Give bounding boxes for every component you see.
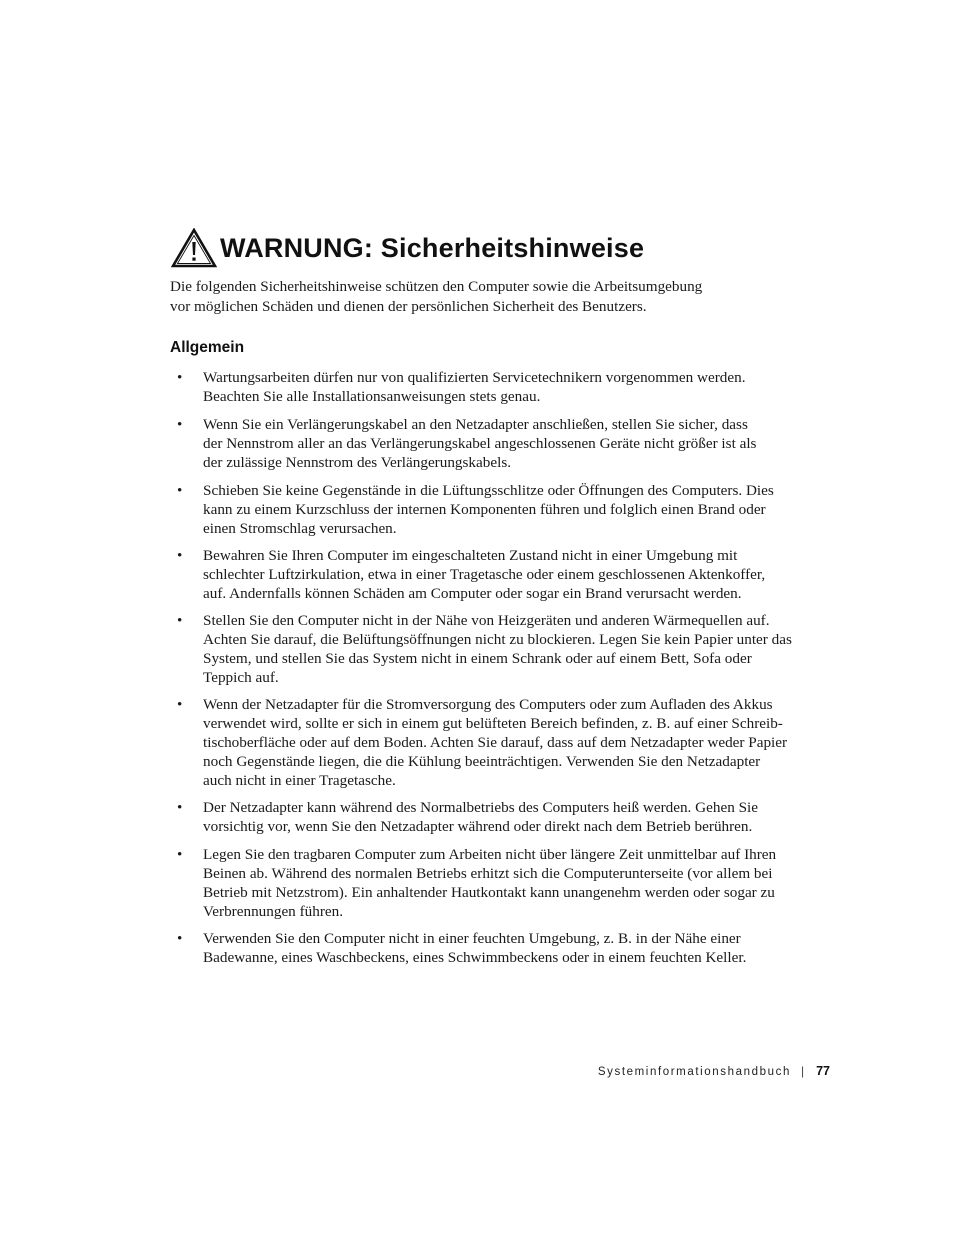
list-item-line: Wenn der Netzadapter für die Stromversorgung des Computers oder zum Aufladen des Akkus: [203, 696, 773, 713]
list-item-line: noch Gegenstände liegen, die die Kühlung beeinträchtigen. Verwenden Sie den Netzadapter: [203, 752, 761, 770]
bullet-symbol: •: [177, 696, 183, 713]
list-item-line: Betrieb mit Netzstrom). Ein anhaltender Hautkontakt kann unangenehm werden oder sogar zu: [203, 883, 775, 901]
list-item-line: verwendet wird, sollte er sich in einem gut belüfteten Bereich befinden, z. B. auf einer Schreib-: [203, 714, 783, 732]
list-item-line: tischoberfläche oder auf dem Boden. Achten Sie darauf, dass auf dem Netzadapter weder Papier: [203, 733, 788, 751]
list-item-line: Bewahren Sie Ihren Computer im eingeschalteten Zustand nicht in einer Umgebung mit: [203, 547, 738, 564]
list-item-line: vorsichtig vor, wenn Sie den Netzadapter während oder direkt nach dem Betrieb berühren.: [203, 817, 753, 835]
footer-separator: |: [800, 1064, 805, 1078]
list-item-line: Stellen Sie den Computer nicht in der Nähe von Heizgeräten und anderen Wärmequellen auf.: [203, 612, 770, 629]
list-item-line: Teppich auf.: [203, 668, 279, 686]
list-item-line: Beinen ab. Während des normalen Betriebs erhitzt sich die Computerunterseite (vor allem bei: [203, 864, 773, 882]
list-item-line: auf. Andernfalls können Schäden am Computer oder sogar ein Brand verursacht werden.: [203, 584, 742, 602]
footer-title: Systeminformationshandbuch: [597, 1066, 791, 1078]
list-item-line: schlechter Luftzirkulation, etwa in einer Tragetasche oder einem geschlossenen Aktenkoffer,: [203, 565, 766, 583]
list-item-line: Legen Sie den tragbaren Computer zum Arbeiten nicht über längere Zeit unmittelbar auf Ihren: [203, 846, 777, 863]
bullet-symbol: •: [177, 482, 183, 499]
bullet-symbol: •: [177, 416, 183, 433]
list-item-line: Wenn Sie ein Verlängerungskabel an den Netzadapter anschließen, stellen Sie sicher, dass: [203, 416, 748, 433]
list-item-line: auch nicht in einer Tragetasche.: [203, 771, 396, 789]
intro-line: vor möglichen Schäden und dienen der persönlichen Sicherheit des Benutzers.: [170, 297, 647, 315]
list-item-line: System, und stellen Sie das System nicht in einem Schrank oder auf einem Bett, Sofa oder: [203, 649, 752, 667]
list-item-line: Badewanne, eines Waschbeckens, eines Schwimmbeckens oder in einem feuchten Keller.: [203, 948, 747, 966]
list-item-line: Verbrennungen führen.: [203, 902, 344, 920]
list-item-line: der zulässige Nennstrom des Verlängerungskabels.: [203, 453, 512, 471]
list-item-line: Der Netzadapter kann während des Normalbetriebs des Computers heiß werden. Gehen Sie: [203, 799, 758, 816]
list-item-line: einen Stromschlag verursachen.: [203, 519, 397, 537]
bullet-symbol: •: [177, 799, 183, 816]
section-title: Allgemein: [170, 339, 245, 356]
list-item-line: der Nennstrom aller an das Verlängerungskabel angeschlossenen Geräte nicht größer ist als: [203, 434, 757, 452]
bullet-symbol: •: [177, 930, 183, 947]
list-item-line: Schieben Sie keine Gegenstände in die Lüftungsschlitze oder Öffnungen des Computers. Dies: [203, 482, 774, 499]
list-item-line: Wartungsarbeiten dürfen nur von qualifizierten Servicetechnikern vorgenommen werden.: [203, 369, 746, 386]
bullet-symbol: •: [177, 547, 183, 564]
bullet-symbol: •: [177, 369, 183, 386]
list-item-line: Verwenden Sie den Computer nicht in einer feuchten Umgebung, z. B. in der Nähe einer: [203, 930, 741, 947]
list-item-line: Achten Sie darauf, die Belüftungsöffnungen nicht zu blockieren. Legen Sie kein Papier unter das: [203, 630, 792, 648]
page-footer: [560, 1062, 830, 1080]
page-number: 77: [816, 1064, 830, 1078]
list-item-line: Beachten Sie alle Installationsanweisungen stets genau.: [203, 387, 541, 405]
bullet-symbol: •: [177, 612, 183, 629]
list-item-line: kann zu einem Kurzschluss der internen Komponenten führen und folglich einen Brand oder: [203, 500, 766, 518]
bullet-symbol: •: [177, 846, 183, 863]
intro-line: Die folgenden Sicherheitshinweise schützen den Computer sowie die Arbeitsumgebung: [170, 278, 703, 295]
page-title: WARNUNG: Sicherheitshinweise: [220, 232, 645, 263]
